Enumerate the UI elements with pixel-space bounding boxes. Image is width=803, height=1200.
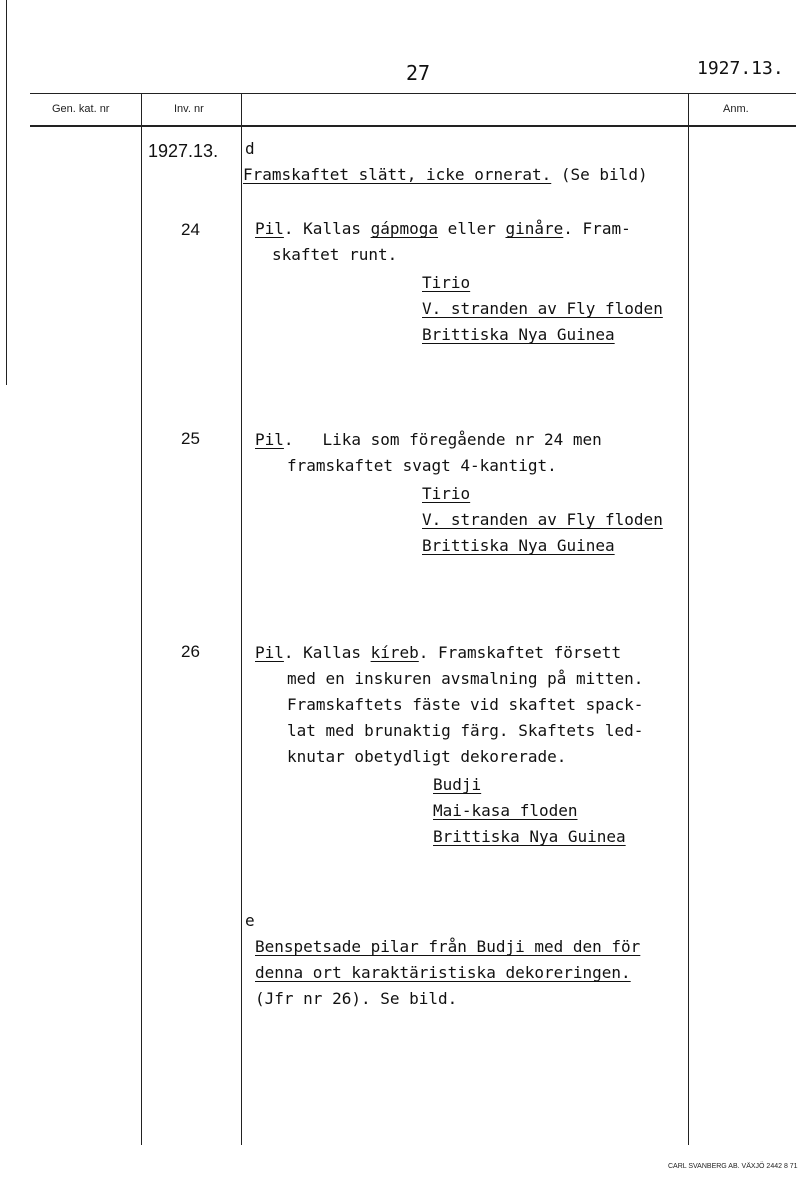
entry-text: lat med brunaktig färg. Skaftets led- xyxy=(287,721,644,740)
inv-number: 26 xyxy=(181,642,200,661)
section-letter: e xyxy=(245,911,255,930)
entry-text: Pil. Lika som föregående nr 24 men xyxy=(255,430,602,449)
entry-text: Benspetsade pilar från Budji med den för xyxy=(255,937,641,956)
inv-number: 25 xyxy=(181,429,200,448)
entry-text: knutar obetydligt dekorerade. xyxy=(287,747,567,766)
column-header-inv: Inv. nr xyxy=(174,103,204,115)
native-name: kíreb xyxy=(370,643,419,662)
location-region: Mai-kasa floden xyxy=(433,801,578,820)
column-header-anm: Anm. xyxy=(723,103,749,115)
native-name: gápmoga xyxy=(370,219,439,238)
inv-number: 1927.13. xyxy=(148,141,219,161)
entry-text: Framskaftets fäste vid skaftet spack- xyxy=(287,695,644,714)
native-name: ginåre xyxy=(505,219,564,238)
location-country: Brittiska Nya Guinea xyxy=(433,827,626,846)
location-place: Tirio xyxy=(422,484,471,503)
inv-number: 24 xyxy=(181,220,200,239)
page-number: 27 xyxy=(406,61,431,85)
entry-text xyxy=(243,162,648,188)
location-place: Budji xyxy=(433,775,482,794)
location-region: V. stranden av Fly floden xyxy=(422,510,663,529)
header-bottom-rule xyxy=(30,125,796,127)
section-letter: d xyxy=(245,139,255,158)
entry-text-underlined: Framskaftet slätt, icke ornerat. xyxy=(243,165,552,184)
object-name: Pil xyxy=(255,219,284,238)
column-divider-1 xyxy=(141,93,142,1145)
location-country: Brittiska Nya Guinea xyxy=(422,536,615,555)
entry-text: Pil. Kallas kíreb. Framskaftet försett xyxy=(255,643,622,662)
left-margin-rule xyxy=(6,0,7,385)
entry-text: (Jfr nr 26). Se bild. xyxy=(255,989,458,1008)
location-place: Tirio xyxy=(422,273,471,292)
entry-text-tail: (Se bild) xyxy=(551,165,648,184)
corner-reference: 1927.13. xyxy=(697,58,784,79)
entry-text: framskaftet svagt 4-kantigt. xyxy=(287,456,557,475)
column-divider-3 xyxy=(688,93,689,1145)
column-header-gen-kat: Gen. kat. nr xyxy=(52,103,110,115)
entry-text: denna ort karaktäristiska dekoreringen. xyxy=(255,963,631,982)
entry-text: Pil. Kallas gápmoga eller ginåre. Fram- xyxy=(255,219,631,238)
column-divider-2 xyxy=(241,93,242,1145)
object-name: Pil xyxy=(255,643,284,662)
entry-text: skaftet runt. xyxy=(272,245,398,264)
printer-footer: CARL SVANBERG AB. VÄXJÖ 2442 8 71 xyxy=(668,1163,798,1170)
object-name: Pil xyxy=(255,430,284,449)
location-region: V. stranden av Fly floden xyxy=(422,299,663,318)
entry-text: med en inskuren avsmalning på mitten. xyxy=(287,669,644,688)
header-top-rule xyxy=(30,93,796,94)
location-country: Brittiska Nya Guinea xyxy=(422,325,615,344)
